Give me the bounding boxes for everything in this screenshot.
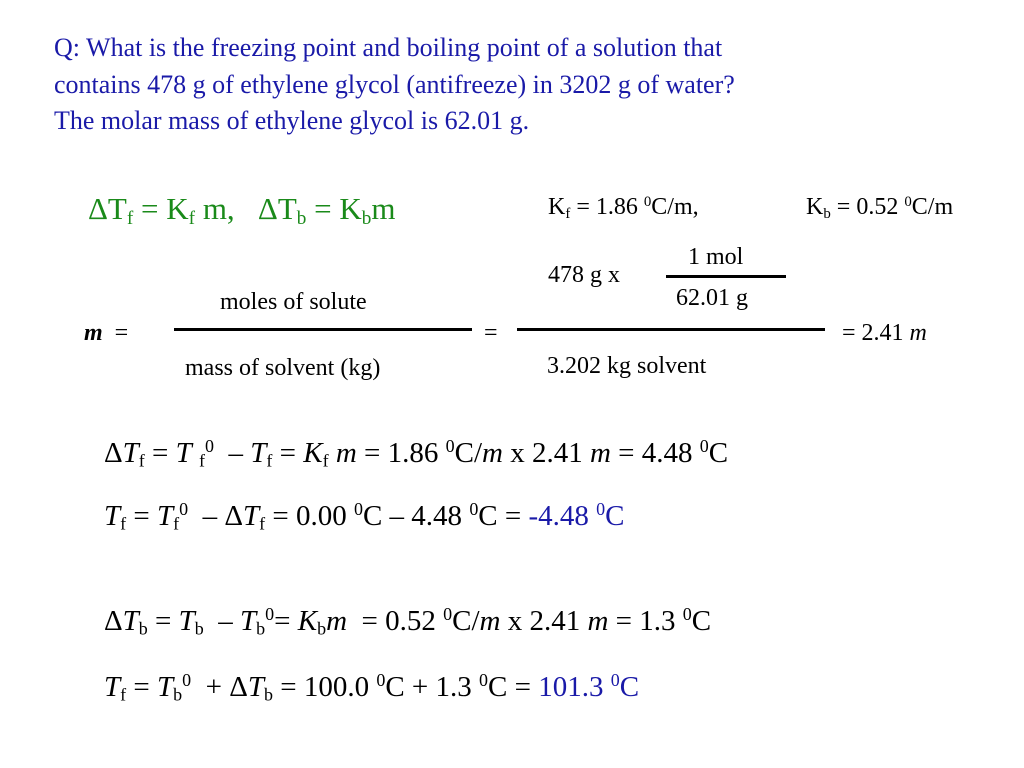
freezing-line-2: $T_f = T_f^0 - \Delta T_f = 0.00$ $^0$C – 4.48 $^0$C = -4.48 $^0$C [104, 499, 625, 534]
solvent-mass: 3.202 kg solvent [547, 353, 707, 379]
boiling-answer: 101.3 $^0$C [538, 670, 640, 703]
freezing-eq: C = [478, 499, 529, 532]
fraction-bar-right [517, 328, 825, 331]
question-line-3: The molar mass of ethylene glycol is 62.01 g. [54, 106, 530, 135]
kb-value: = 0.52 [830, 194, 905, 221]
molality-result: = 2.41 m [842, 320, 927, 346]
freezing-tail: x 2.41 [502, 436, 590, 469]
boiling-eq: C = [488, 670, 539, 703]
boiling-end: = 1.3 [608, 604, 683, 637]
boiling-answer-value: 101.3 [538, 670, 611, 703]
boiling-mid: = 100.0 [280, 670, 377, 703]
freezing-line2-tail: C – 4.48 [362, 499, 470, 532]
boiling-line-2: $T_f = T_b^0 + \Delta T_b = 100.0$ $^0$C + 1.3 $^0$C = 101.3 $^0$C [104, 670, 640, 705]
freezing-answer: -4.48 $^0$C [528, 499, 625, 532]
freezing-end: = 4.48 [610, 436, 700, 469]
molality-numerator: moles of solute [220, 289, 367, 315]
molality-symbol: m = [84, 320, 129, 346]
freezing-answer-value: -4.48 [528, 499, 597, 532]
mass-solute: 478 g x [548, 262, 620, 288]
kb-constant: $K_b = 0.52$ $^0$C/m [806, 194, 954, 222]
freezing-result: = 1.86 [364, 436, 446, 469]
mol-numerator: 1 mol [688, 244, 744, 270]
freezing-mid: = 0.00 [272, 499, 354, 532]
boiling-line-1: $\Delta T_b = T_b - T_b^0= K_bm = 0.52$ $^0$C/m x 2.41 m = 1.3 $^0$C [104, 604, 712, 639]
molality-result-value: = 2.41 [842, 320, 910, 346]
molality-denominator: mass of solvent (kg) [185, 355, 381, 381]
freezing-line-1: $\Delta T_f = T$ $_f^0 - T_f = K_f$ m = 1.86 $^0$C/m x 2.41 m = 4.48 $^0$C [104, 436, 729, 471]
question-text [54, 30, 1014, 140]
molar-mass: 62.01 g [676, 285, 748, 311]
kf-unit: C/m, [651, 194, 699, 221]
question-line-1: Q: What is the freezing point and boiling point of a solution that [54, 33, 723, 62]
fraction-bar-left [174, 328, 472, 331]
boiling-result: = 0.52 [361, 604, 444, 637]
kb-unit: C/m [911, 194, 954, 221]
question-line-2: contains 478 g of ethylene glycol (antifreeze) in 3202 g of water? [54, 69, 735, 99]
kf-constant: $K_f = 1.86$ $^0$C/m, [548, 194, 699, 222]
fraction-bar-small [666, 275, 786, 278]
kf-value: = 1.86 [570, 194, 644, 221]
equals-sign: = [484, 320, 498, 346]
colligative-formula: $\Delta T_f = K_f$ m, $\Delta T_b = K_bm$ [88, 191, 396, 229]
boiling-tail: x 2.41 [500, 604, 588, 637]
boiling-line2-tail: C + 1.3 [385, 670, 480, 703]
